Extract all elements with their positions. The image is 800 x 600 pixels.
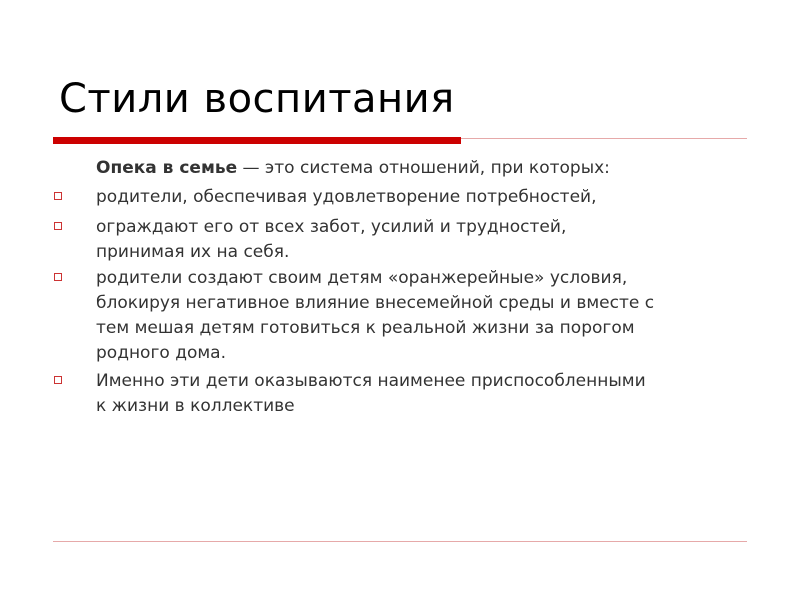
intro-term: Опека в семье — [96, 158, 238, 178]
list-item-text: Именно эти дети оказываются наименее приспособленными к жизни в коллективе — [96, 371, 646, 416]
list-item-text: ограждают его от всех забот, усилий и трудностей, принимая их на себя. — [96, 217, 567, 262]
square-bullet-icon — [54, 273, 62, 281]
list-item-text: родители создают своим детям «оранжерейные» условия, блокируя негативное влияние внесемейной среды и вместе с тем мешая детям готовиться к реальной жизни за порогом родного дома. — [96, 268, 655, 363]
footer-rule — [53, 541, 747, 542]
title-underline-thick — [53, 137, 461, 144]
list-item-text: родители, обеспечивая удовлетворение потребностей, — [96, 187, 597, 207]
slide-title: Стили воспитания — [59, 76, 455, 122]
intro-definition: — это система отношений, при которых: — [237, 158, 610, 178]
square-bullet-icon — [54, 192, 62, 200]
square-bullet-icon — [54, 376, 62, 384]
title-underline-thin — [461, 138, 747, 139]
intro-line — [96, 156, 610, 181]
square-bullet-icon — [54, 222, 62, 230]
